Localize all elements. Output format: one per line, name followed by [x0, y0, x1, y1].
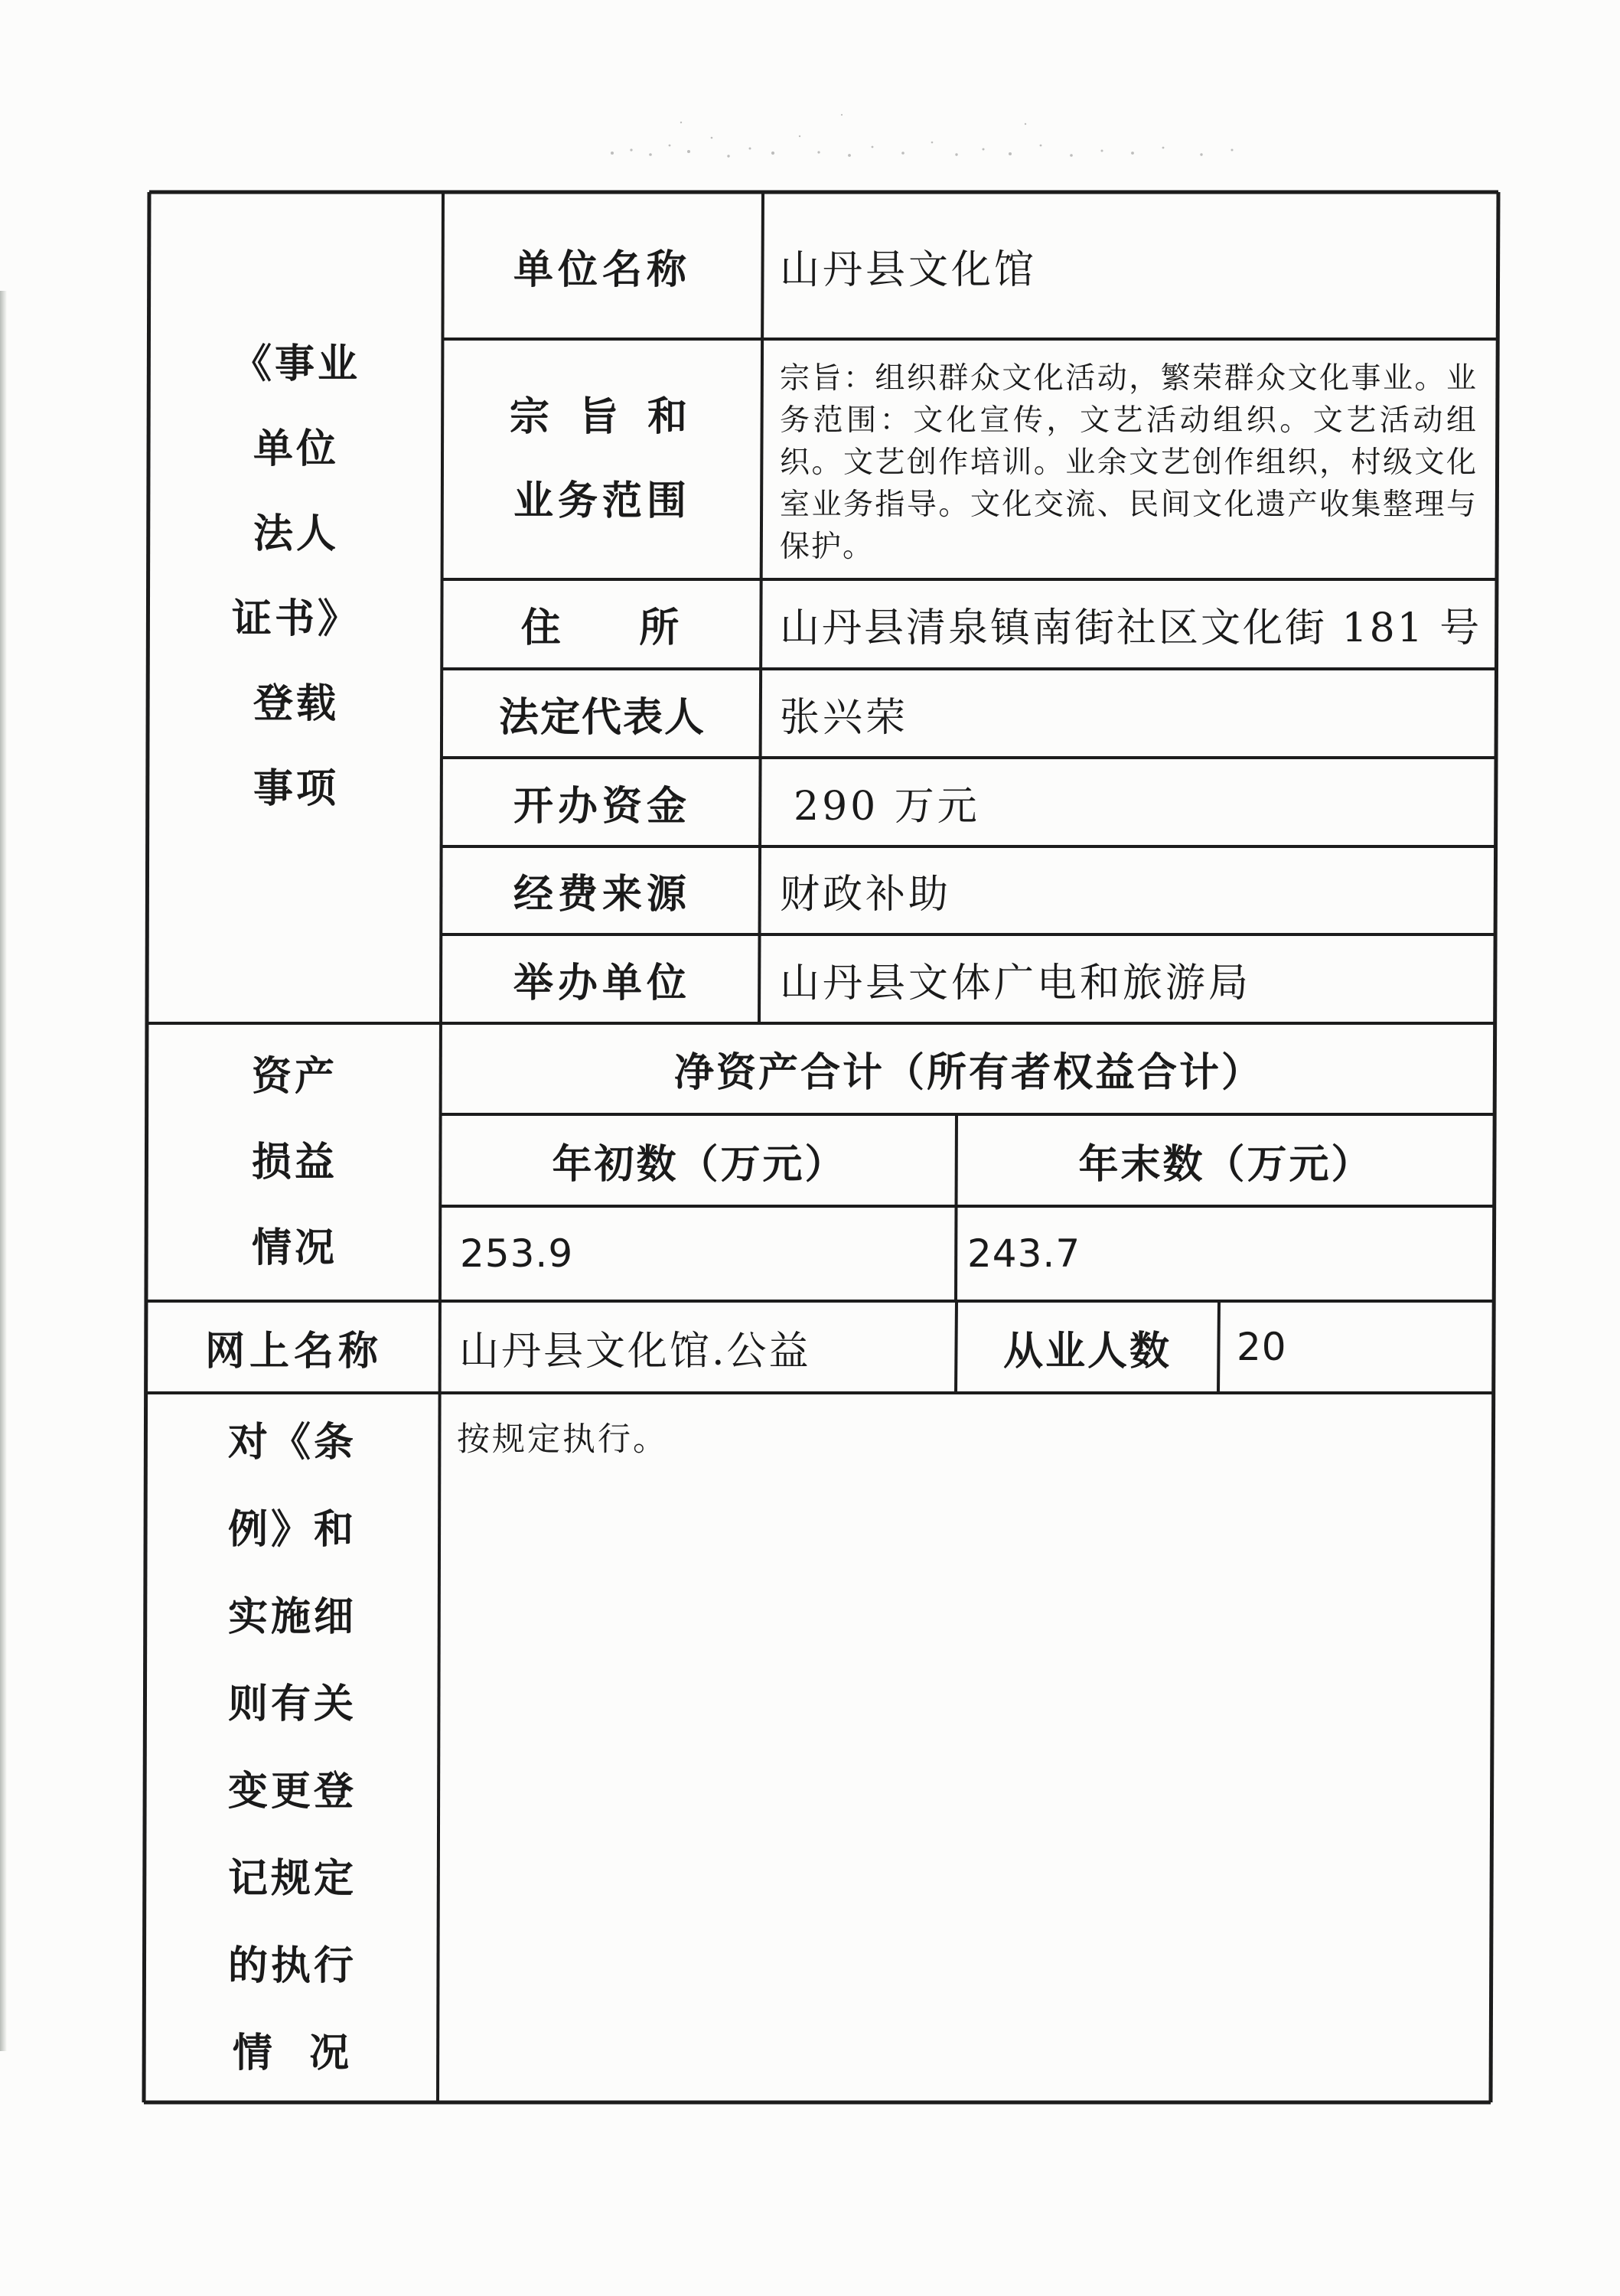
startup-funds-label: 开办资金: [513, 782, 691, 830]
certificate-section-label-line: 单位: [253, 426, 339, 472]
staff-count-label: 从业人数: [1002, 1327, 1172, 1375]
purpose-scope-value: 宗旨：组织群众文化活动，繁荣群众文化事业。业务范围：文化宣传，文艺活动组织。文艺活动组织。文艺创作培训。业余文艺创作组织，村级文化室业务指导。文化交流、民间文化遗产收集整理与保护。: [780, 361, 1478, 564]
assets-section-label: [150, 1025, 439, 1300]
unit-name-value: 山丹县文化馆: [780, 246, 1038, 293]
compliance-section-label-line: 则有关: [227, 1681, 357, 1727]
funding-source-label: 经费来源: [513, 871, 691, 918]
compliance-section-label-line: 变更登: [227, 1768, 357, 1815]
certificate-section-label-line: 登载: [253, 680, 339, 727]
net-assets-title: 净资产合计（所有者权益合计）: [673, 1049, 1263, 1096]
year-start-value: 253.9: [460, 1231, 574, 1276]
compliance-section-label-line: 的执行: [227, 1942, 357, 1989]
compliance-section-label-line: 实施细: [227, 1593, 357, 1640]
sponsor-label: 举办单位: [513, 959, 691, 1006]
year-end-value: 243.7: [967, 1231, 1081, 1276]
address-value: 山丹县清泉镇南街社区文化街 181 号: [780, 605, 1482, 651]
certificate-section-label-line: 事项: [253, 765, 339, 812]
compliance-section-label: [147, 1394, 438, 2101]
compliance-section-label-line: 对《条: [227, 1419, 357, 1466]
legal-rep-label: 法定代表人: [498, 693, 706, 741]
online-name-value: 山丹县文化馆.公益: [459, 1328, 811, 1375]
assets-section-label-line: 情况: [251, 1224, 337, 1271]
compliance-section-label-line: 记规定: [227, 1855, 357, 1902]
assets-section-label-line: 资产: [251, 1052, 337, 1100]
purpose-scope-label: [444, 341, 761, 578]
compliance-value: 按规定执行。: [457, 1420, 668, 1459]
startup-funds-value: 290 万元: [794, 783, 980, 830]
legal-rep-value: 张兴荣: [780, 694, 909, 741]
certificate-section-label-line: 法人: [253, 510, 339, 557]
certificate-section-label-line: 证书》: [231, 595, 360, 642]
staff-count-value: 20: [1237, 1325, 1287, 1369]
compliance-section-label-line: 情 况: [232, 2030, 353, 2076]
assets-section-label-line: 损益: [251, 1138, 337, 1186]
purpose-scope-label-line: 宗 旨 和: [509, 393, 696, 440]
purpose-scope-label-line: 业务范围: [513, 478, 691, 524]
funding-source-value: 财政补助: [780, 872, 952, 918]
compliance-section-label-line: 例》和: [227, 1506, 357, 1553]
sponsor-value: 山丹县文体广电和旅游局: [780, 960, 1252, 1006]
year-start-label: 年初数（万元）: [552, 1140, 847, 1188]
certificate-section-label-line: 《事业: [231, 341, 360, 387]
certificate-section-label: [152, 321, 441, 888]
address-label: 住 所: [520, 605, 684, 651]
year-end-label: 年末数（万元）: [1078, 1140, 1374, 1188]
unit-name-label: 单位名称: [513, 246, 691, 293]
online-name-label: 网上名称: [204, 1327, 383, 1375]
